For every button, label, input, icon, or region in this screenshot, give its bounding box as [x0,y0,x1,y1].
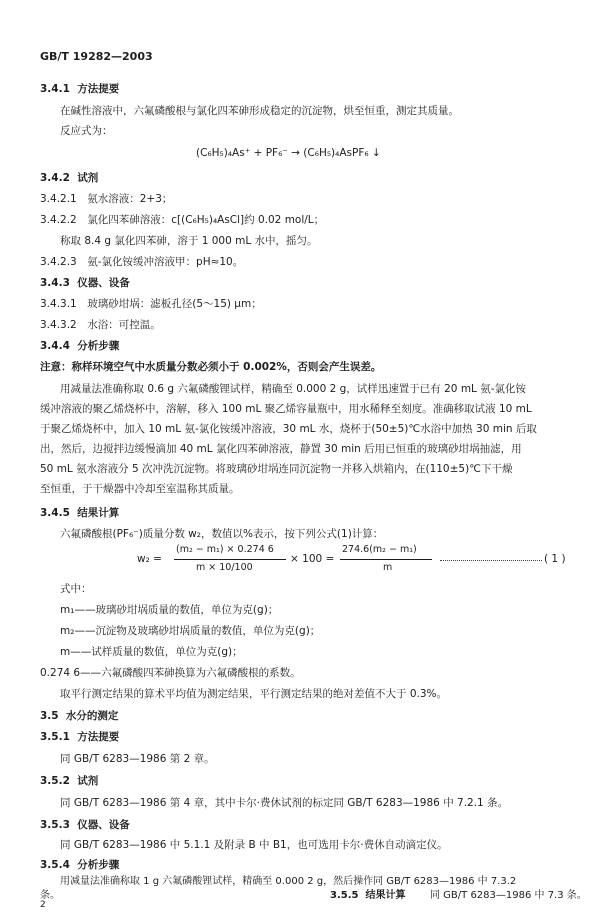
formula-lhs: w₂ = [137,553,162,565]
paragraph: 六氟磷酸根(PF₆⁻)质量分数 w₂，数值以%表示，按下列公式(1)计算： [60,528,384,540]
formula-fraction2-denominator: m [383,562,393,573]
paragraph-line: 用减量法准确称取 0.6 g 六氟磷酸锂试样，精确至 0.000 2 g，试样迅速置于已有 20 mL 氨-氯化铵 [60,383,527,395]
section-title: 分析步骤 [77,859,120,871]
section-title: 水分的测定 [65,710,119,722]
paragraph: 取平行测定结果的算术平均值为测定结果，平行测定结果的绝对差值不大于 0.3%。 [60,688,448,700]
section-number: 3.5.4 [40,859,70,871]
section-number: 3.4.4 [40,340,70,352]
paragraph: 在碱性溶液中，六氟磷酸根与氯化四苯砷形成稳定的沉淀物，烘至恒重，测定其质量。 [60,105,459,117]
definition-item: m——试样质量的数值，单位为克(g)； [60,646,243,658]
list-item: 3.4.2.2 氯化四苯砷溶液：c[(C₆H₅)₄AsCl]约 0.02 mol/L； [40,214,325,226]
section-number: 3.4.2 [40,172,70,184]
paragraph-line: 至恒重，于干燥器中冷却至室温称其质量。 [40,483,240,495]
paragraph: 反应式为： [60,125,113,137]
heading-3-5 [40,709,118,723]
heading-3-4-1 [40,82,119,96]
where-label: 式中： [60,583,92,595]
list-item: 3.4.3.1 玻璃砂坩埚：滤板孔径(5～15) μm； [40,298,262,310]
list-item: 3.4.3.2 水浴：可控温。 [40,319,161,331]
formula-fraction1-denominator: m × 10/100 [196,562,253,573]
section-number: 3.5.2 [40,775,70,787]
paragraph: 同 GB/T 6283—1986 中 5.1.1 及附录 B 中 B1，也可选用卡尔·费休自动滴定仪。 [60,839,448,851]
heading-3-5-3 [40,818,130,832]
paragraph: 同 GB/T 6283—1986 第 2 章。 [60,753,215,765]
section-number: 3.4.1 [40,83,70,95]
section-number: 3.5.5 [330,890,359,901]
reaction-equation: (C₆H₅)₄As⁺ + PF₆⁻ → (C₆H₅)₄AsPF₆ ↓ [196,147,381,159]
section-number: 3.5 [40,710,59,722]
section-number: 3.4.3 [40,277,70,289]
heading-3-5-5 [330,889,405,903]
section-title: 结果计算 [365,890,406,901]
definition-item: m₂——沉淀物及玻璃砂坩埚质量的数值，单位为克(g)； [60,625,321,637]
section-number: 3.4.5 [40,507,70,519]
heading-3-4-5 [40,506,119,520]
standard-id: GB/T 19282—2003 [40,50,153,63]
page-number: 2 [40,900,46,910]
list-item: 称取 8.4 g 氯化四苯砷，溶于 1 000 mL 水中，摇匀。 [60,235,318,247]
section-title: 试剂 [77,172,99,184]
section-title: 结果计算 [77,507,120,519]
list-item: 3.4.2.3 氨-氯化铵缓冲溶液甲：pH≈10。 [40,256,244,268]
heading-3-5-4 [40,858,119,872]
heading-3-5-2 [40,774,98,788]
equation-number: ( 1 ) [544,553,566,565]
section-title: 方法提要 [77,731,120,743]
formula-times-100: × 100 = [290,553,335,565]
section-title: 分析步骤 [77,340,120,352]
paragraph-line: 用减量法准确称取 1 g 六氟磷酸锂试样，精确至 0.000 2 g，然后操作同 GB/T 6283—1986 中 7.3.2 [60,876,517,887]
heading-3-4-2 [40,171,98,185]
section-title: 仪器、设备 [77,277,130,289]
paragraph-line: 出，然后，边搅拌边缓慢滴加 40 mL 氯化四苯砷溶液，静置 30 min 后用已恒重的玻璃砂坩埚抽滤，用 [40,443,522,455]
paragraph-line: 于聚乙烯烧杯中，加入 10 mL 氨-氯化铵缓冲溶液，30 mL 水，烧杯于(50±5)℃水浴中加热 30 min 后取 [40,423,537,435]
formula-fraction1-numerator: (m₂ − m₁) × 0.274 6 [176,544,274,555]
list-item: 3.4.2.1 氨水溶液：2+3； [40,193,173,205]
note: 注意：称样环境空气中水质量分数必须小于 0.002%，否则会产生误差。 [40,361,382,373]
fraction-bar [340,559,432,560]
section-number: 3.5.3 [40,819,70,831]
paragraph-line: 50 mL 氨水溶液分 5 次冲洗沉淀物。将玻璃砂坩埚连同沉淀物一并移入烘箱内，在(110±5)℃下干燥 [40,463,513,475]
section-title: 试剂 [77,775,99,787]
leader-dots [440,560,542,561]
fraction-bar [174,559,286,560]
heading-3-4-4 [40,339,119,353]
heading-3-5-1 [40,730,119,744]
definition-item: m₁——玻璃砂坩埚质量的数值，单位为克(g)； [60,604,279,616]
formula-fraction2-numerator: 274.6(m₂ − m₁) [342,544,417,555]
paragraph: 同 GB/T 6283—1986 第 4 章，其中卡尔·费休试剂的标定同 GB/T 6283—1986 中 7.2.1 条。 [60,797,509,809]
paragraph: 同 GB/T 6283—1986 中 7.3 条。 [430,890,587,901]
heading-3-4-3 [40,276,130,290]
definition-item: 0.274 6——六氟磷酸四苯砷换算为六氟磷酸根的系数。 [40,667,301,679]
section-title: 仪器、设备 [77,819,130,831]
paragraph-line: 缓冲溶液的聚乙烯烧杯中，溶解，移入 100 mL 聚乙烯容量瓶中，用水稀释至刻度。准确移取试液 10 mL [40,403,532,415]
paragraph-line: 条。 [40,890,60,901]
section-number: 3.5.1 [40,731,70,743]
section-title: 方法提要 [77,83,120,95]
